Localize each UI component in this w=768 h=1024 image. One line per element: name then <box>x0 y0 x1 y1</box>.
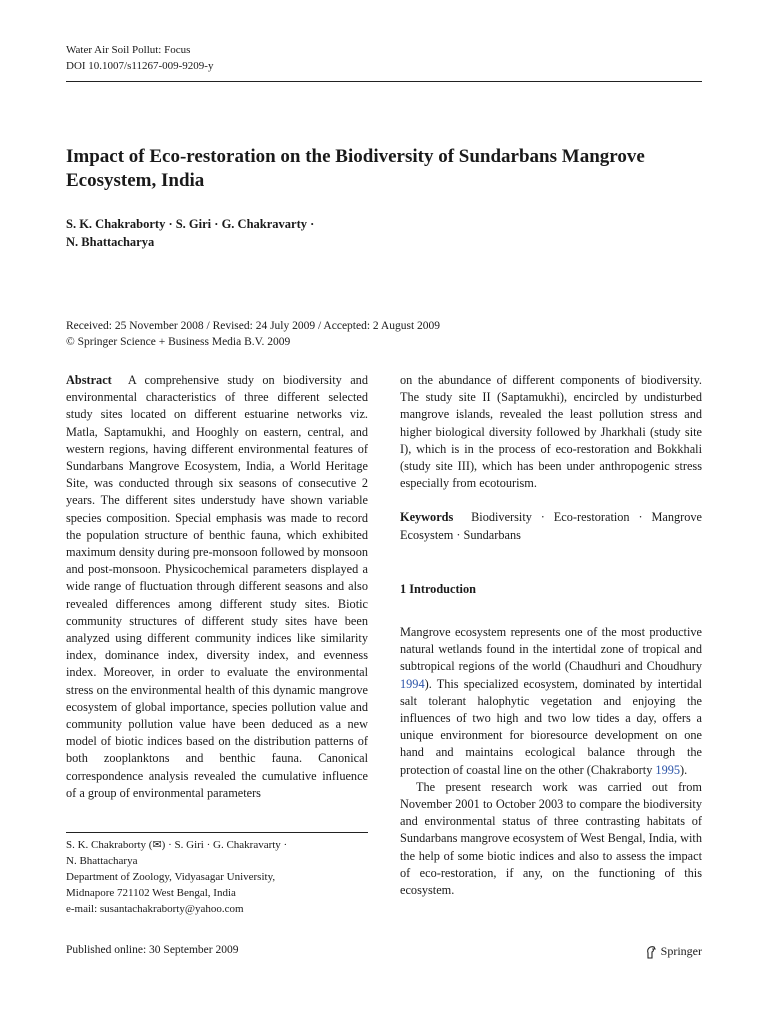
received-revised-accepted: Received: 25 November 2008 / Revised: 24 July 2009 / Accepted: 2 August 2009 <box>66 320 441 332</box>
abstract-text: A comprehensive study on biodiversity and environmental characteristics of three different selected study sites located on different estuarine networks viz. Matla, Saptamukhi, and Hooghly on eastern, central, and western regions, having different environmental features of Sundarbans Mangrove Ecosystem, India, a World Heritage Site, was conducted through six seasons of consecutive 2 years. The different sites understudy have shown variable species composition. Special emphasis was made to record the population structure of benthic fauna, which exhibited maximum density during pre-monsoon followed by monsoon and post-monsoon. Physicochemical parameters displayed a wide range of fluctuation through different seasons and also revealed differences among different study sites. Biotic community structures of different study sites have been analyzed using different community indices like similarity index, dominance index, diversity index, and evenness index. Moreover, in order to evaluate the environmental stress on the environmental health of this dynamic mangrove ecosystem of global importance, species pollution value and community pollution value have been deduced as a new model of biotic indices based on the distribution patterns of both zooplanktons and benthic fauna. Canonical correspondence analysis revealed the cumulative influence of a group of environmental parameters <box>66 373 368 800</box>
footnote-authors-2: N. Bhattacharya <box>66 855 138 867</box>
section-heading-introduction: 1 Introduction <box>400 581 476 596</box>
publisher-logo <box>645 944 702 959</box>
article-title: Impact of Eco-restoration on the Biodiversity of Sundarbans Mangrove Ecosystem, India <box>66 146 645 191</box>
author-list <box>66 215 314 251</box>
springer-horse-icon <box>645 945 657 959</box>
authors-line-2: N. Bhattacharya <box>66 235 155 249</box>
citation-link[interactable]: 1995 <box>655 762 681 777</box>
intro-p1-text-b: ). This specialized ecosystem, dominated by intertidal salt tolerant halophytic vegetation and enjoying the influences of two high and two low tides a day, offers a unique environment for bioresource development on one hand and maintains ecological balance through the protection of coastal line on the other (Chakraborty <box>400 676 702 777</box>
author-affiliation-footnote <box>66 837 376 917</box>
address: Midnapore 721102 West Bengal, India <box>66 887 236 899</box>
header-rule <box>66 81 702 82</box>
journal-name: Water Air Soil Pollut: Focus <box>66 44 191 56</box>
footnote-rule <box>66 832 368 833</box>
keywords <box>400 509 702 543</box>
citation-link[interactable]: 1994 <box>400 676 425 691</box>
left-column <box>66 372 368 802</box>
right-column <box>400 372 702 899</box>
keywords-label: Keywords <box>400 510 454 525</box>
copyright-line: © Springer Science + Business Media B.V. 2009 <box>66 336 291 348</box>
publisher-name: Springer <box>660 944 702 958</box>
abstract <box>66 372 368 802</box>
email[interactable]: e-mail: susantachakraborty@yahoo.com <box>66 903 244 915</box>
keywords-text: Biodiversity · Eco-restoration · Mangrove Ecosystem · Sundarbans <box>400 510 702 542</box>
journal-header <box>66 42 213 74</box>
published-online: Published online: 30 September 2009 <box>66 944 239 956</box>
abstract-continued: on the abundance of different components of biodiversity. The study site II (Saptamukhi), encircled by undisturbed mangrove islands, revealed the least pollution stress and higher biological diversity followed by Jharkhali (study site I), which is in the process of eco-restoration and Bokkhali (study site III), which has been under anthropogenic stress especially from ecotourism. <box>400 373 702 491</box>
authors-line-1: S. K. Chakraborty · S. Giri · G. Chakravarty · <box>66 217 315 231</box>
intro-p1-text-c: ). <box>680 762 688 777</box>
footnote-authors-1: S. K. Chakraborty (✉) · S. Giri · G. Chakravarty · <box>66 839 288 851</box>
doi[interactable]: DOI 10.1007/s11267-009-9209-y <box>66 60 214 72</box>
article-dates <box>66 318 440 350</box>
intro-p1-text-a: Mangrove ecosystem represents one of the most productive natural wetlands found in the intertidal zone of tropical and subtropical regions of the world (Chaudhuri and Choudhury <box>400 625 702 674</box>
department: Department of Zoology, Vidyasagar University, <box>66 871 276 883</box>
abstract-label: Abstract <box>66 373 112 387</box>
intro-paragraph-1 <box>400 624 702 779</box>
intro-paragraph-2: The present research work was carried out from November 2001 to October 2003 to compare the biodiversity and environmental status of three contrasting habitats of Sundarbans mangrove ecosystem of West Bengal, India, with the help of some biotic indices and also to assess the impact of eco-restoration, if any, on the functioning of this ecosystem. <box>400 779 702 898</box>
